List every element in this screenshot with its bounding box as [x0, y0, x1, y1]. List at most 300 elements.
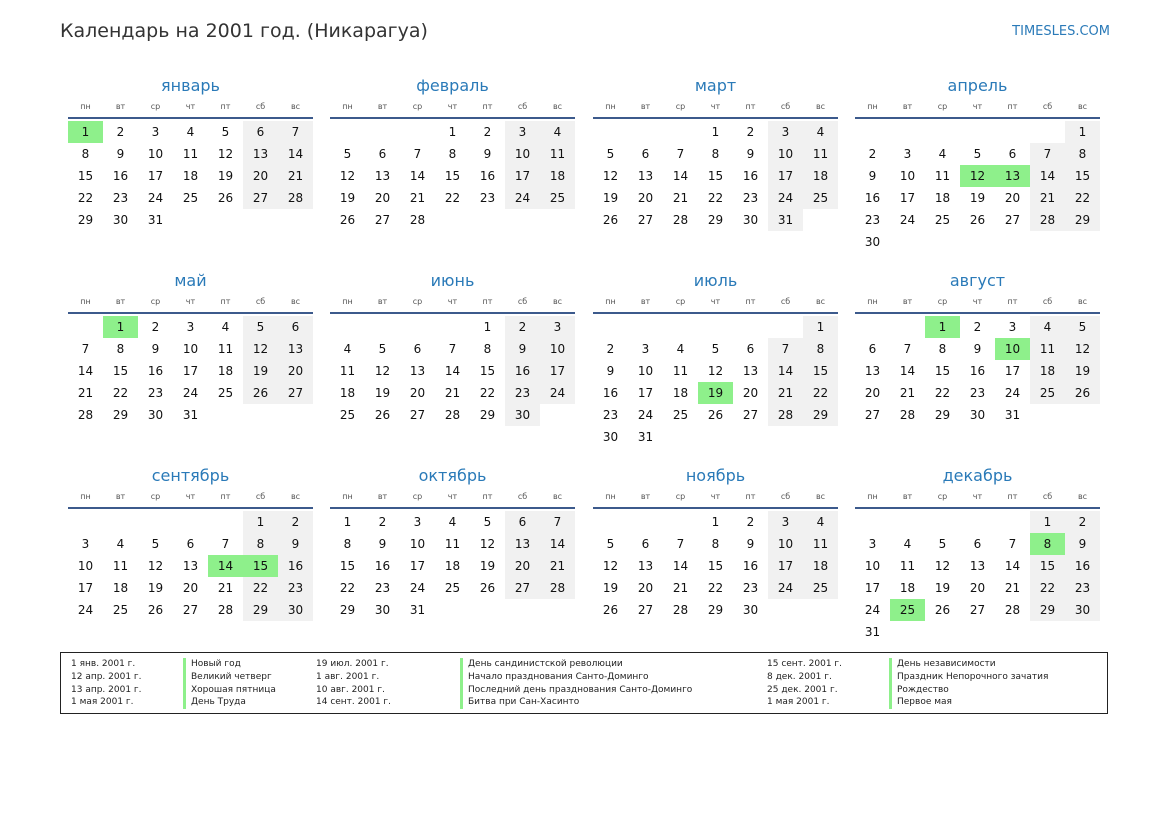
day-cell: 5	[243, 316, 278, 338]
day-cell: 9	[746, 147, 755, 161]
day-cell: 2	[746, 515, 755, 529]
day-cell: 27	[243, 187, 278, 209]
weekday-label: ср	[150, 492, 161, 501]
empty-cell	[890, 316, 925, 338]
day-cell: 1	[483, 320, 492, 334]
month-6	[330, 267, 575, 426]
day-cell: 6	[1008, 147, 1017, 161]
weekday-label: пн	[80, 492, 91, 501]
day-cell: 30	[969, 408, 986, 422]
day-cell: 11	[672, 364, 689, 378]
weekday-label: чт	[710, 297, 721, 306]
day-cell: 30	[147, 408, 164, 422]
day-cell: 19	[479, 559, 496, 573]
day-cell: 15	[707, 559, 724, 573]
weekday-label: ср	[937, 492, 948, 501]
weekday-label: вт	[377, 102, 388, 111]
weekday-label: пн	[342, 102, 353, 111]
day-cell: 9	[868, 169, 877, 183]
day-cell: 22	[444, 191, 461, 205]
empty-cell	[855, 511, 890, 533]
legend-date: 1 мая 2001 г.	[767, 697, 830, 708]
day-cell: 26	[969, 213, 986, 227]
weekday-label: чт	[185, 102, 196, 111]
day-cell: 12	[1065, 338, 1100, 360]
day-cell: 10	[864, 559, 881, 573]
day-cell: 15	[803, 360, 838, 382]
legend-date: 14 сент. 2001 г.	[316, 697, 392, 708]
day-cell: 6	[186, 537, 195, 551]
day-cell: 30	[602, 430, 619, 444]
day-cell: 8	[116, 342, 125, 356]
legend-date: 8 дек. 2001 г.	[767, 671, 832, 682]
day-cell: 21	[1030, 187, 1065, 209]
day-cell: 3	[505, 121, 540, 143]
legend-date: 13 апр. 2001 г.	[71, 684, 142, 695]
day-cell: 21	[409, 191, 426, 205]
day-cell: 25	[217, 386, 234, 400]
day-cell: 3	[186, 320, 195, 334]
weekday-label: пт	[482, 297, 493, 306]
legend-holiday-name: Новый год	[183, 658, 241, 671]
day-cell: 22	[112, 386, 129, 400]
empty-cell	[855, 316, 890, 338]
weekday-label: ср	[937, 102, 948, 111]
day-cell: 30	[505, 404, 540, 426]
month-name: апрель	[947, 76, 1008, 95]
day-cell: 3	[413, 515, 422, 529]
legend-column	[767, 658, 1048, 709]
day-cell: 3	[540, 316, 575, 338]
day-cell: 29	[479, 408, 496, 422]
weekday-label: ср	[675, 102, 686, 111]
day-cell: 21	[77, 386, 94, 400]
empty-cell	[330, 121, 365, 143]
day-cell: 1	[1030, 511, 1065, 533]
day-cell: 17	[1004, 364, 1021, 378]
weekday-label: сб	[1042, 297, 1053, 306]
empty-cell	[995, 121, 1030, 143]
day-cell: 27	[864, 408, 881, 422]
holiday-legend	[60, 652, 1108, 714]
day-cell: 1	[343, 515, 352, 529]
day-cell: 17	[637, 386, 654, 400]
day-cell: 25	[1030, 382, 1065, 404]
day-cell: 19	[1065, 360, 1100, 382]
day-cell: 23	[374, 581, 391, 595]
month-divider	[593, 312, 838, 314]
day-cell: 13	[637, 559, 654, 573]
day-cell: 6	[413, 342, 422, 356]
day-cell: 19	[969, 191, 986, 205]
month-name: май	[174, 271, 207, 290]
weekday-label: сб	[255, 492, 266, 501]
day-cell: 17	[768, 555, 803, 577]
weekday-label: вс	[290, 297, 301, 306]
day-cell: 10	[540, 338, 575, 360]
page-title: Календарь на 2001 год. (Никарагуа)	[60, 20, 428, 42]
day-cell: 2	[973, 320, 982, 334]
day-cell: 25	[339, 408, 356, 422]
day-cell: 2	[151, 320, 160, 334]
day-cell: 16	[742, 559, 759, 573]
day-cell: 31	[768, 209, 803, 231]
day-cell: 7	[1008, 537, 1017, 551]
day-cell: 3	[1008, 320, 1017, 334]
day-cell: 13	[505, 533, 540, 555]
day-cell: 7	[903, 342, 912, 356]
weekday-label: вс	[290, 492, 301, 501]
weekday-label: чт	[447, 492, 458, 501]
day-cell: 16	[1065, 555, 1100, 577]
legend-date: 19 июл. 2001 г.	[316, 659, 389, 669]
day-cell: 3	[768, 121, 803, 143]
day-cell: 20	[409, 386, 426, 400]
day-cell: 5	[378, 342, 387, 356]
day-cell: 8	[81, 147, 90, 161]
month-1	[68, 72, 313, 231]
day-cell: 13	[374, 169, 391, 183]
day-cell: 7	[413, 147, 422, 161]
day-cell: 23	[602, 408, 619, 422]
weekday-label: вс	[1077, 102, 1088, 111]
day-cell: 13	[637, 169, 654, 183]
day-cell: 27	[505, 577, 540, 599]
day-cell: 3	[868, 537, 877, 551]
day-cell: 17	[77, 581, 94, 595]
days-grid	[855, 316, 1100, 426]
day-cell: 20	[278, 360, 313, 382]
empty-cell	[68, 316, 103, 338]
days-grid	[593, 316, 838, 448]
day-cell: 20	[637, 581, 654, 595]
legend-holiday-name: Первое мая	[889, 696, 952, 709]
site-link[interactable]: TIMESLES.COM	[1012, 24, 1110, 39]
holiday-day: 12	[960, 165, 995, 187]
day-cell: 26	[707, 408, 724, 422]
month-divider	[68, 117, 313, 119]
weekday-label: ср	[937, 297, 948, 306]
legend-holiday-name: День сандинистской революции	[460, 658, 623, 671]
legend-row	[316, 671, 692, 684]
day-cell: 20	[742, 386, 759, 400]
day-cell: 11	[803, 533, 838, 555]
empty-cell	[628, 121, 663, 143]
day-cell: 13	[864, 364, 881, 378]
weekday-header	[330, 100, 575, 114]
legend-row	[71, 684, 276, 697]
weekday-label: пн	[80, 297, 91, 306]
weekday-label: чт	[447, 297, 458, 306]
weekday-header	[593, 490, 838, 504]
legend-holiday-name: Битва при Сан-Хасинто	[460, 696, 579, 709]
day-cell: 22	[243, 577, 278, 599]
day-cell: 23	[479, 191, 496, 205]
day-cell: 6	[505, 511, 540, 533]
day-cell: 9	[973, 342, 982, 356]
weekday-label: чт	[972, 102, 983, 111]
empty-cell	[663, 121, 698, 143]
day-cell: 14	[409, 169, 426, 183]
weekday-header	[593, 295, 838, 309]
day-cell: 7	[768, 338, 803, 360]
days-grid	[330, 121, 575, 231]
day-cell: 28	[1004, 603, 1021, 617]
day-cell: 12	[707, 364, 724, 378]
day-cell: 21	[278, 165, 313, 187]
weekday-label: чт	[447, 102, 458, 111]
holiday-day: 19	[698, 382, 733, 404]
day-cell: 15	[77, 169, 94, 183]
day-cell: 5	[711, 342, 720, 356]
day-cell: 2	[505, 316, 540, 338]
day-cell: 24	[768, 187, 803, 209]
weekday-label: вс	[815, 492, 826, 501]
day-cell: 29	[934, 408, 951, 422]
day-cell: 10	[899, 169, 916, 183]
day-cell: 14	[77, 364, 94, 378]
day-cell: 2	[746, 125, 755, 139]
day-cell: 26	[147, 603, 164, 617]
day-cell: 23	[112, 191, 129, 205]
weekday-label: пн	[867, 102, 878, 111]
day-cell: 18	[803, 165, 838, 187]
weekday-label: вт	[902, 297, 913, 306]
day-cell: 7	[278, 121, 313, 143]
day-cell: 24	[182, 386, 199, 400]
day-cell: 27	[182, 603, 199, 617]
month-divider	[68, 312, 313, 314]
day-cell: 30	[742, 603, 759, 617]
day-cell: 8	[343, 537, 352, 551]
legend-date: 25 дек. 2001 г.	[767, 684, 838, 695]
day-cell: 3	[768, 511, 803, 533]
day-cell: 20	[864, 386, 881, 400]
month-5	[68, 267, 313, 426]
weekday-label: вс	[552, 102, 563, 111]
month-9	[68, 462, 313, 621]
empty-cell	[330, 316, 365, 338]
month-divider	[68, 507, 313, 509]
weekday-label: чт	[185, 492, 196, 501]
day-cell: 18	[540, 165, 575, 187]
weekday-label: вт	[640, 297, 651, 306]
weekday-header	[68, 295, 313, 309]
day-cell: 14	[278, 143, 313, 165]
day-cell: 16	[112, 169, 129, 183]
day-cell: 12	[339, 169, 356, 183]
day-cell: 6	[278, 316, 313, 338]
day-cell: 31	[1004, 408, 1021, 422]
day-cell: 5	[483, 515, 492, 529]
day-cell: 30	[1065, 599, 1100, 621]
day-cell: 2	[378, 515, 387, 529]
day-cell: 11	[899, 559, 916, 573]
day-cell: 15	[707, 169, 724, 183]
day-cell: 21	[444, 386, 461, 400]
day-cell: 24	[1004, 386, 1021, 400]
holiday-day: 8	[1030, 533, 1065, 555]
day-cell: 13	[278, 338, 313, 360]
day-cell: 17	[864, 581, 881, 595]
day-cell: 28	[672, 213, 689, 227]
holiday-day: 1	[925, 316, 960, 338]
day-cell: 20	[969, 581, 986, 595]
day-cell: 27	[409, 408, 426, 422]
day-cell: 26	[217, 191, 234, 205]
day-cell: 25	[540, 187, 575, 209]
day-cell: 10	[182, 342, 199, 356]
day-cell: 26	[934, 603, 951, 617]
day-cell: 9	[278, 533, 313, 555]
weekday-label: пн	[342, 297, 353, 306]
day-cell: 9	[606, 364, 615, 378]
weekday-label: сб	[255, 297, 266, 306]
day-cell: 27	[637, 213, 654, 227]
weekday-label: вт	[115, 102, 126, 111]
holiday-day: 25	[890, 599, 925, 621]
day-cell: 22	[77, 191, 94, 205]
empty-cell	[173, 511, 208, 533]
days-grid	[68, 121, 313, 231]
day-cell: 6	[868, 342, 877, 356]
day-cell: 22	[1030, 577, 1065, 599]
day-cell: 18	[934, 191, 951, 205]
day-cell: 12	[374, 364, 391, 378]
day-cell: 26	[479, 581, 496, 595]
weekday-label: сб	[1042, 102, 1053, 111]
day-cell: 23	[742, 191, 759, 205]
day-cell: 30	[112, 213, 129, 227]
day-cell: 7	[676, 537, 685, 551]
day-cell: 16	[278, 555, 313, 577]
month-12	[855, 462, 1100, 643]
day-cell: 7	[540, 511, 575, 533]
day-cell: 21	[217, 581, 234, 595]
days-grid	[330, 511, 575, 621]
day-cell: 12	[147, 559, 164, 573]
day-cell: 16	[742, 169, 759, 183]
day-cell: 14	[540, 533, 575, 555]
month-divider	[593, 117, 838, 119]
holiday-day: 15	[243, 555, 278, 577]
day-cell: 30	[742, 213, 759, 227]
day-cell: 10	[147, 147, 164, 161]
day-cell: 29	[803, 404, 838, 426]
day-cell: 25	[444, 581, 461, 595]
day-cell: 4	[343, 342, 352, 356]
empty-cell	[995, 511, 1030, 533]
month-name: октябрь	[418, 466, 487, 485]
legend-date: 1 янв. 2001 г.	[71, 659, 136, 669]
weekday-label: чт	[972, 297, 983, 306]
weekday-label: пн	[605, 492, 616, 501]
day-cell: 9	[1065, 533, 1100, 555]
day-cell: 29	[1030, 599, 1065, 621]
day-cell: 20	[637, 191, 654, 205]
day-cell: 5	[606, 537, 615, 551]
day-cell: 31	[409, 603, 426, 617]
day-cell: 4	[1030, 316, 1065, 338]
day-cell: 23	[1065, 577, 1100, 599]
day-cell: 8	[1065, 143, 1100, 165]
weekday-label: вс	[1077, 492, 1088, 501]
day-cell: 28	[217, 603, 234, 617]
day-cell: 19	[147, 581, 164, 595]
day-cell: 26	[1065, 382, 1100, 404]
day-cell: 16	[864, 191, 881, 205]
day-cell: 25	[182, 191, 199, 205]
month-name: август	[949, 271, 1006, 290]
day-cell: 18	[899, 581, 916, 595]
weekday-label: вс	[552, 492, 563, 501]
day-cell: 4	[116, 537, 125, 551]
legend-row	[71, 658, 276, 671]
weekday-label: чт	[185, 297, 196, 306]
day-cell: 12	[479, 537, 496, 551]
weekday-label: ср	[412, 492, 423, 501]
day-cell: 29	[112, 408, 129, 422]
day-cell: 20	[374, 191, 391, 205]
day-cell: 5	[151, 537, 160, 551]
weekday-label: ср	[150, 297, 161, 306]
month-divider	[855, 312, 1100, 314]
legend-holiday-name: День Труда	[183, 696, 246, 709]
legend-holiday-name: Праздник Непорочного зачатия	[889, 671, 1048, 684]
weekday-label: сб	[517, 492, 528, 501]
day-cell: 12	[217, 147, 234, 161]
legend-holiday-name: Последний день празднования Санто-Доминго	[460, 684, 692, 697]
day-cell: 11	[112, 559, 129, 573]
day-cell: 19	[217, 169, 234, 183]
holiday-day: 1	[103, 316, 138, 338]
day-cell: 20	[1004, 191, 1021, 205]
day-cell: 17	[147, 169, 164, 183]
weekday-label: вс	[1077, 297, 1088, 306]
day-cell: 4	[803, 511, 838, 533]
day-cell: 7	[676, 147, 685, 161]
weekday-label: чт	[972, 492, 983, 501]
day-cell: 9	[378, 537, 387, 551]
day-cell: 21	[672, 191, 689, 205]
day-cell: 27	[278, 382, 313, 404]
days-grid	[855, 511, 1100, 643]
days-grid	[68, 511, 313, 621]
day-cell: 6	[641, 537, 650, 551]
day-cell: 22	[1065, 187, 1100, 209]
day-cell: 18	[339, 386, 356, 400]
weekday-label: вт	[902, 492, 913, 501]
day-cell: 21	[672, 581, 689, 595]
month-name: июнь	[430, 271, 475, 290]
empty-cell	[103, 511, 138, 533]
day-cell: 29	[77, 213, 94, 227]
legend-row	[767, 696, 1048, 709]
day-cell: 4	[186, 125, 195, 139]
day-cell: 1	[1065, 121, 1100, 143]
days-grid	[855, 121, 1100, 253]
day-cell: 9	[746, 537, 755, 551]
day-cell: 18	[217, 364, 234, 378]
day-cell: 16	[969, 364, 986, 378]
days-grid	[593, 121, 838, 231]
empty-cell	[960, 121, 995, 143]
day-cell: 1	[243, 511, 278, 533]
weekday-label: вт	[115, 492, 126, 501]
month-7	[593, 267, 838, 448]
legend-holiday-name: Хорошая пятница	[183, 684, 276, 697]
day-cell: 9	[151, 342, 160, 356]
